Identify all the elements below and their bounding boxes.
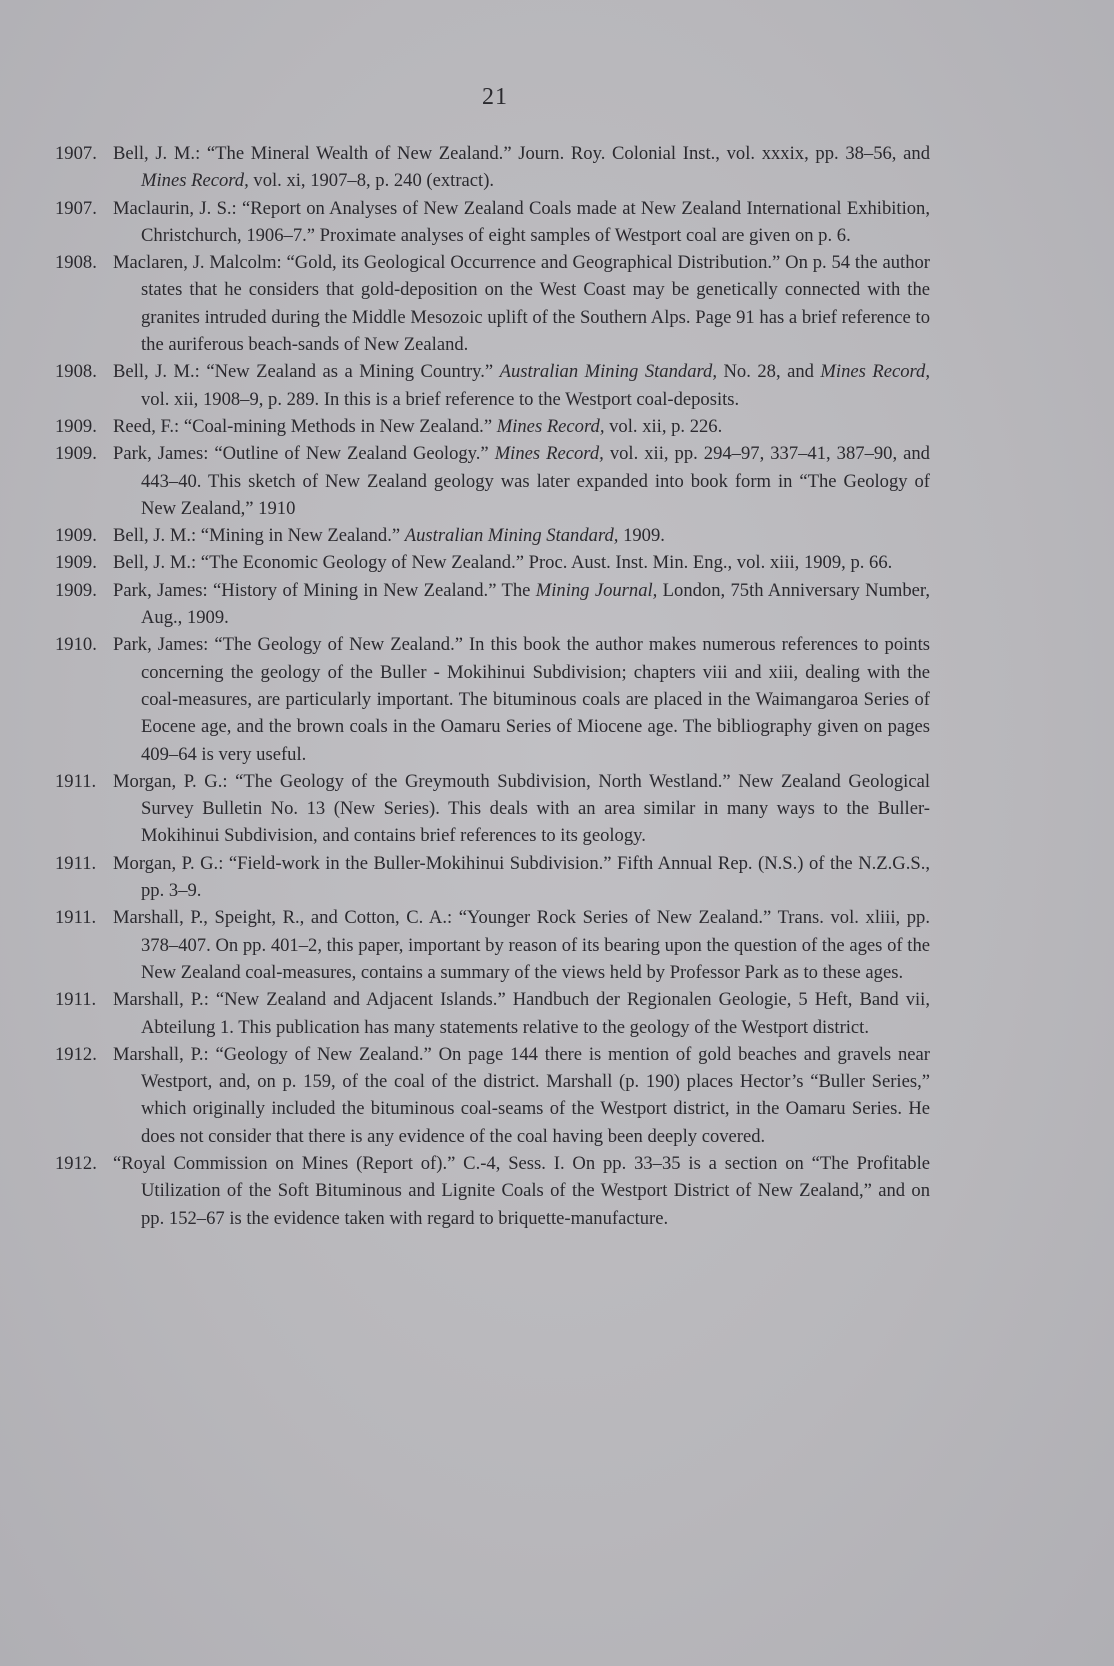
- bibliography-entry: [55, 140, 930, 195]
- entry-text: Maclaren, J. Malcolm: “Gold, its Geological Occurrence and Geographical Distribution.” On p. 54 the author states that he considers that gold-deposition on the West Coast may be genetically connected with the granites intruded during the Middle Mesozoic uplift of the Southern Alps. Page 91 has a brief reference to the auriferous beach-sands of New Zealand.: [113, 252, 930, 356]
- entry-text: Morgan, P. G.: “The Geology of the Greymouth Subdivision, North Westland.” New Zealand Geological Survey Bulletin No. 13 (New Series). This deals with an area similar in many ways to the Buller-Mokihinui Subdivision, and contains brief references to its geology.: [113, 770, 930, 847]
- entry-text: Bell, J. M.: “The Economic Geology of New Zealand.” Proc. Aust. Inst. Min. Eng., vol. xiii, 1909, p. 66.: [113, 552, 893, 574]
- entry-year: 1909.: [55, 415, 97, 437]
- entry-year: 1909.: [55, 579, 97, 601]
- bibliography-entry: [55, 1041, 930, 1150]
- entry-text: vol. xii, 1908–9, p. 289. In this is a brief reference to the Westport coal-deposits.: [141, 388, 740, 410]
- bibliography-entry: [55, 549, 930, 576]
- entry-year: 1911.: [55, 770, 97, 792]
- entry-year: 1909.: [55, 525, 97, 547]
- bibliography-entry: [55, 440, 930, 522]
- entry-text: vol. xi, 1907–8, p. 240 (extract).: [248, 170, 495, 192]
- entry-text: Reed, F.: “Coal-mining Methods in New Zealand.”: [113, 415, 497, 437]
- bibliography-entry: [55, 522, 930, 549]
- bibliography-entry: [55, 768, 930, 850]
- entry-text: Park, James: “The Geology of New Zealand.” In this book the author makes numerous references to points concerning the geology of the Buller - Mokihinui Subdivision; chapters viii and xiii, dealing with the coal-measures, are particularly important. The bituminous coals are placed in the Waimangaroa Series of Eocene age, and the brown coals in the Oamaru Series of Miocene age. The bibliography given on pages 409–64 is very useful.: [113, 634, 930, 765]
- bibliography-entry: [55, 986, 930, 1041]
- bibliography-entry: [55, 195, 930, 250]
- bibliography-entry: [55, 249, 930, 358]
- entry-year: 1909.: [55, 552, 97, 574]
- entry-year: 1911.: [55, 852, 97, 874]
- entry-year: 1908.: [55, 252, 97, 274]
- bibliography-entry: [55, 413, 930, 440]
- entry-text: Bell, J. M.: “Mining in New Zealand.”: [113, 525, 405, 547]
- bibliography-entry: [55, 850, 930, 905]
- bibliography-entry: [55, 904, 930, 986]
- page-number: 21: [482, 84, 508, 110]
- entry-text: Park, James: “History of Mining in New Zealand.” The: [113, 579, 536, 601]
- entry-italic-title: Mines Record,: [820, 361, 931, 383]
- entry-year: 1911.: [55, 907, 97, 929]
- entry-text: “Royal Commission on Mines (Report of).” C.-4, Sess. I. On pp. 33–35 is a section on “The Profitable Utilization of the Soft Bituminous and Lignite Coals of the Westport District of New Zealand,” and on pp. 152–67 is the evidence taken with regard to briquette-manufacture.: [113, 1152, 930, 1229]
- entry-text: Bell, J. M.: “The Mineral Wealth of New Zealand.” Journ. Roy. Colonial Inst., vol. xxxix, pp. 38–56, and: [113, 143, 930, 164]
- entry-year: 1907.: [55, 143, 97, 164]
- bibliography-entry: [55, 631, 930, 767]
- bibliography-entry: [55, 577, 930, 632]
- entry-italic-title: Mines Record,: [494, 443, 604, 465]
- bibliography-entry: [55, 1150, 930, 1232]
- entry-text: Bell, J. M.: “New Zealand as a Mining Country.”: [113, 361, 500, 383]
- entry-text: Marshall, P.: “Geology of New Zealand.” On page 144 there is mention of gold beaches and gravels near Westport, and, on p. 159, of the coal of the district. Marshall (p. 190) places Hector’s “Buller Series,” which originally included the bituminous coal-seams of the Westport district, in the Oamaru Series. He does not consider that there is any evidence of the coal having been deeply covered.: [113, 1043, 930, 1147]
- entry-italic-title: Mines Record,: [141, 170, 249, 192]
- bibliography-list: [55, 140, 930, 1232]
- entry-italic-title: Australian Mining Standard,: [499, 361, 717, 383]
- entry-italic-title: Mines Record,: [496, 415, 605, 437]
- entry-text: No. 28, and: [717, 361, 821, 383]
- entry-italic-title: Australian Mining Standard,: [404, 525, 619, 547]
- entry-text: 1909.: [618, 525, 665, 547]
- bibliography-entry: [55, 358, 930, 413]
- entry-year: 1907.: [55, 197, 97, 219]
- entry-text: Marshall, P., Speight, R., and Cotton, C. A.: “Younger Rock Series of New Zealand.” Trans. vol. xliii, pp. 378–407. On pp. 401–2, this paper, important by reason of its bearing upon the question of the ages of the New Zealand coal-measures, contains a summary of the views held by Professor Park as to these ages.: [113, 907, 930, 983]
- entry-year: 1911.: [55, 989, 97, 1011]
- entry-year: 1908.: [55, 361, 97, 383]
- entry-year: 1912.: [55, 1152, 97, 1174]
- entry-text: London, 75th Anniversary Number, Aug., 1909.: [141, 579, 930, 629]
- entry-text: vol. xii, pp. 294–97, 337–41, 387–90, and 443–40. This sketch of New Zealand geology was later expanded into book form in “The Geology of New Zealand,” 1910: [141, 443, 930, 519]
- entry-year: 1909.: [55, 443, 97, 465]
- entry-text: Maclaurin, J. S.: “Report on Analyses of New Zealand Coals made at New Zealand International Exhibition, Christchurch, 1906–7.” Proximate analyses of eight samples of Westport coal are given on p. 6.: [113, 197, 930, 246]
- entry-year: 1910.: [55, 634, 97, 656]
- entry-italic-title: Mining Journal,: [535, 579, 658, 601]
- entry-year: 1912.: [55, 1043, 97, 1065]
- entry-text: Morgan, P. G.: “Field-work in the Buller-Mokihinui Subdivision.” Fifth Annual Rep. (N.S.) of the N.Z.G.S., pp. 3–9.: [113, 852, 930, 902]
- entry-text: Park, James: “Outline of New Zealand Geology.”: [113, 443, 495, 465]
- entry-text: Marshall, P.: “New Zealand and Adjacent Islands.” Handbuch der Regionalen Geologie, 5 Heft, Band vii, Abteilung 1. This publication has many statements relative to the geology of the Westport district.: [113, 989, 930, 1038]
- entry-text: vol. xii, p. 226.: [604, 415, 723, 437]
